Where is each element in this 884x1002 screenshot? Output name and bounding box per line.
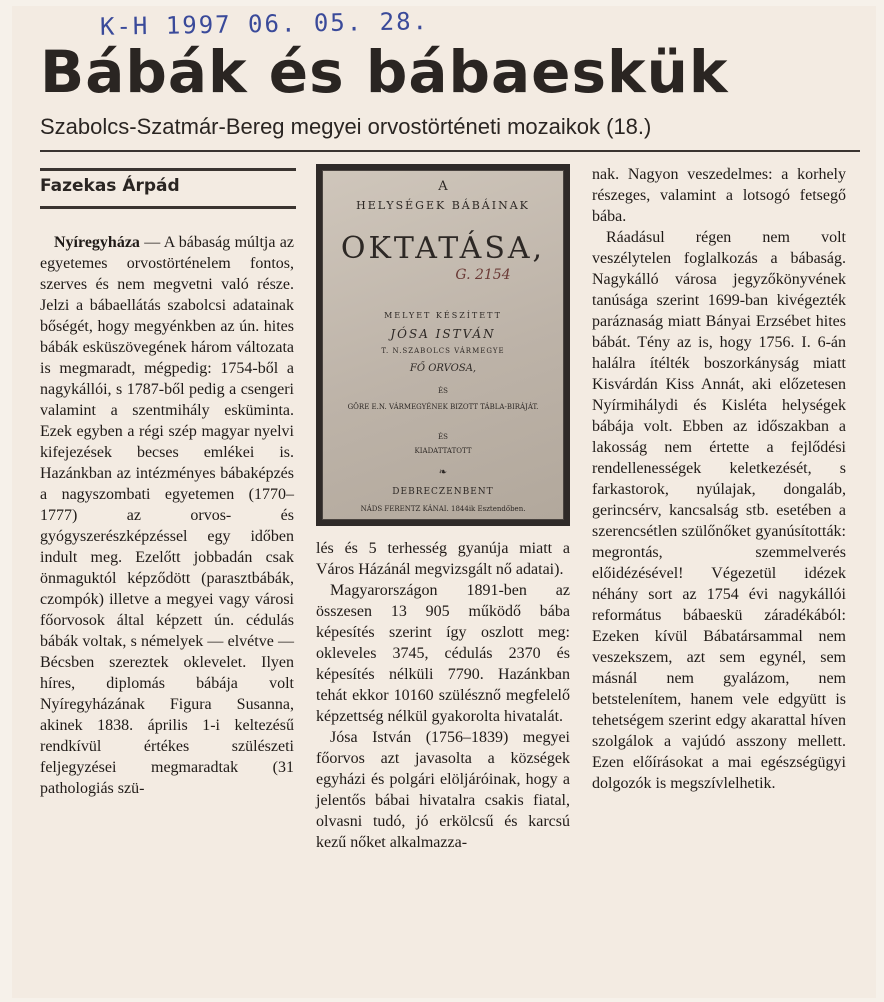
author-rule-bottom [40, 206, 296, 209]
plate-imprint-line: NÁDS FERENTZ KÁNAI. 1844ik Esztendőben. [360, 505, 526, 513]
plate-line: ÉS [438, 387, 448, 395]
author-name: Fazekas Árpád [40, 176, 180, 196]
plate-shelfmark: G. 2154 [455, 267, 511, 283]
column-3 [592, 164, 846, 794]
plate-line: KIADATTATOTT [414, 447, 472, 455]
archive-stamp: K-H 1997 06. 05. 28. [99, 7, 430, 41]
title-rule [40, 150, 860, 152]
column-1-paragraph [40, 232, 294, 799]
plate-line: MELYET KÉSZÍTETT [384, 311, 502, 320]
author-rule-top [40, 168, 296, 171]
plate-line: T. N.SZABOLCS VÁRMEGYE [381, 347, 505, 355]
column-2-paragraph: lés és 5 terhesség gyanúja miatt a Város Házánál megvizsgált nő adatai). [316, 540, 570, 578]
book-title-page-image [316, 164, 570, 526]
column-2 [316, 538, 570, 853]
plate-author: JÓSA ISTVÁN [390, 327, 496, 341]
column-2-paragraph: Jósa István (1756–1839) megyei főorvos azt javasolta a községek egyházi és polgári elöljáróinak, hogy a jelentős bábai hivatalra csakis fiatal, olvasni tudó, jó erkölcsű és karcsú kezű nőket alkalmazza- [316, 729, 570, 851]
column-2-paragraph: Magyarországon 1891-ben az összesen 13 905 működő bába képesítés szerint így oszlott meg: okleveles 3745, cédulás 2370 és képesítés nélküli 7790. Hazánkban tehát ekkor 10160 szülésznő megfelelő képzettség nélkül gyakorolta hivatalát. [316, 582, 570, 725]
plate-title: OKTATÁSA, [340, 231, 546, 266]
plate-line: GÖRE E.N. VÁRMEGYÉNEK BIZOTT TÁBLA-BIRÁJÁT. [347, 403, 539, 411]
plate-imprint: DEBRECZENBENT [392, 487, 494, 497]
plate-line: ÉS [438, 433, 448, 441]
article-subtitle: Szabolcs-Szatmár-Bereg megyei orvostörténeti mozaikok (18.) [40, 114, 652, 139]
article-title: Bábák és bábaeskük [40, 38, 729, 106]
column-1 [40, 232, 294, 799]
ornament-icon: ❧ [438, 467, 448, 478]
book-title-page [322, 170, 564, 520]
column-3-paragraph: Ráadásul régen nem volt veszélytelen foglalkozás a bábaság. Nagykálló városa jegyzőkönyvének tanúsága szerint 1699-ban kivégezték paráznaság miatt Bányai Erzsébet hites bábát. Tény az is, hogy 1756. I. 6-án halálra ítélték boszorkányság miatt Kisvárdán Kiss Annát, aki előzetesen Nyírmihálydi és Kisléta helységek bábája volt. Ebben az időszakban a lakosság nem értette a fejlődési rendellenességek keletkezését, s farkastorok, nyúlajak, dongaláb, gerincsérv, kancsalság stb. esetében a szerencsétlen szülőnőket gyanúsították: megrontás, szemmelverés előidézésével! Végezetül idézek néhány sort az 1754 évi nagykállói református bábaeskü záradékából: Ezeken kívül Bábatársammal nem veszekszem, azt sem egynél, sem másnál nem gyalázom, nem betstelenítem, hanem vele edgyütt is tehetségem szerint edgy akarattal híven szolgálok a vajúdó asszony mellett. Ezen előírásokat a mai egészségügyi dolgozók is megszívlelhetik. [592, 229, 846, 792]
plate-line: A [438, 179, 448, 194]
column-3-paragraph: nak. Nagyon veszedelmes: a korhely részeges, valamint a lotsogó fetsegő bába. [592, 166, 846, 225]
plate-line: HELYSÉGEK BÁBÁINAK [356, 199, 530, 212]
plate-line: FŐ ORVOSA, [409, 363, 477, 374]
column-1-text: — A bábaság múltja az egyetemes orvostörténelem fontos, szerves és nem megvetni való része. Jelzi a bábaellátás szabolcsi adatainak bőségét, hogy megyénkben az ún. hites bábák esküszövegének három változata is megmaradt, mégpedig: 1754-ből a nagykállói, s 1787-ből pedig a csengeri valamint a szentmihály esküminta. Ezek egyben a régi szép magyar nyelvi kifejezések becses emlékei is. Hazánkban az intézményes bábaképzés a nagyszombati egyetemen (1770–1777) az orvos- és gyógyszerészképzéssel egy időben indult meg. Ezelőtt jobbadán csak önmaguktól képződött (parasztbábák, czompók) illetve a megyei vagy városi főorvosok által képzett ún. cédulás bábák voltak, s némelyek — elvétve — Bécsben szereztek oklevelet. Ilyen híres, diplomás bábája volt Nyíregyházának Figura Susanna, akinek 1838. április 1-i keltezésű rendkívül értékes szülészeti feljegyzései megmaradtak (31 pathologiás szü- [40, 234, 294, 797]
dateline: Nyíregyháza [54, 234, 140, 251]
